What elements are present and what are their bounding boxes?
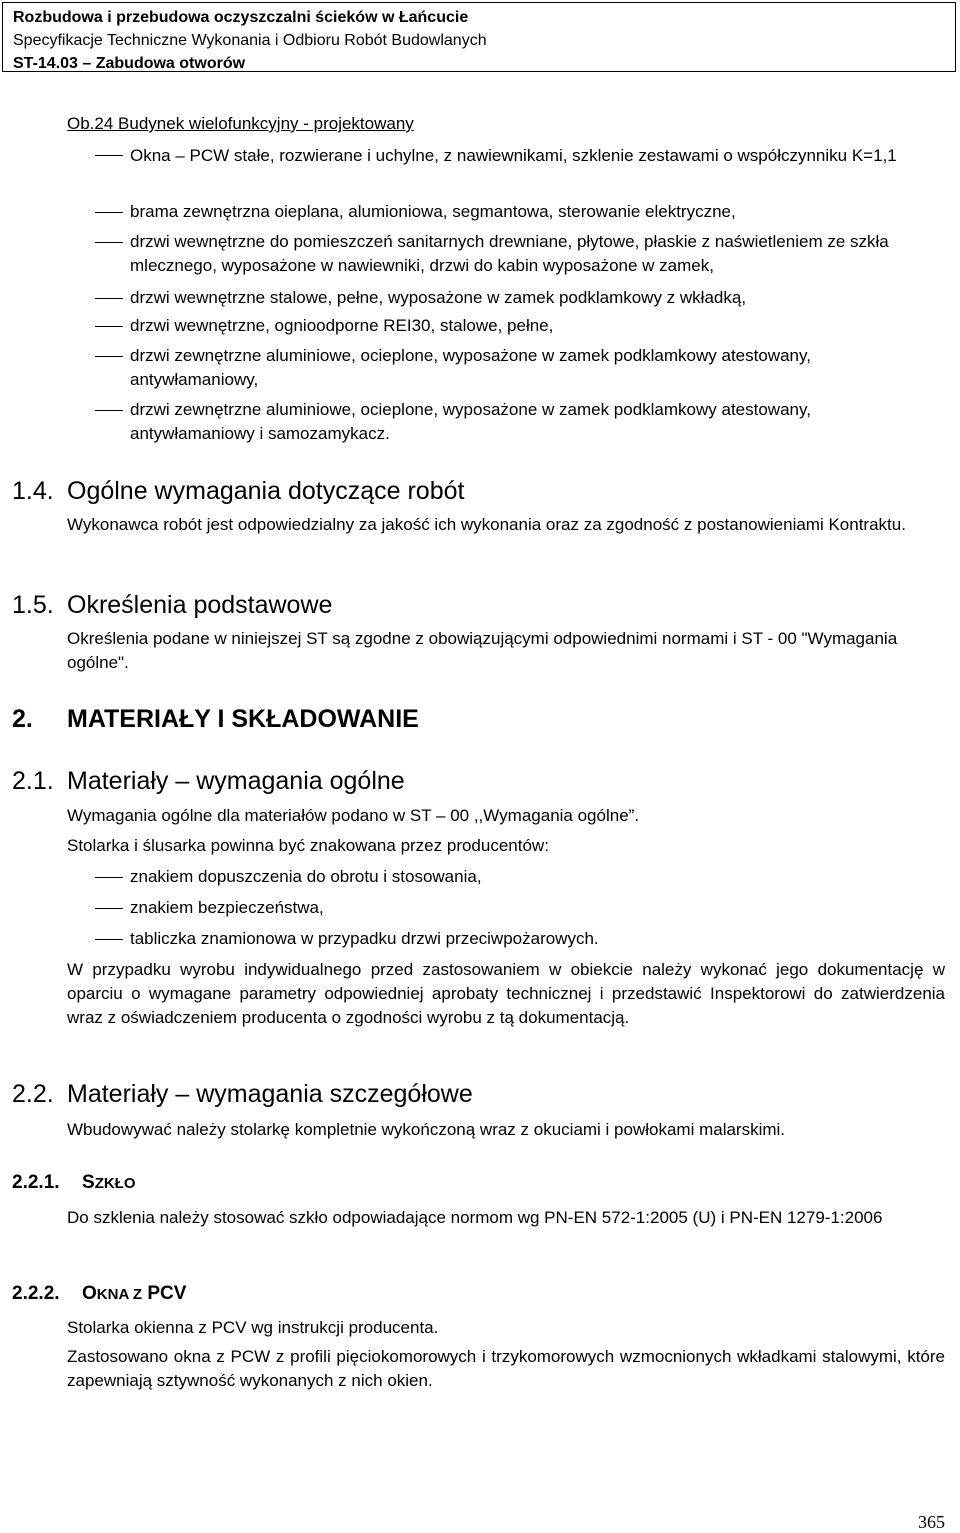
section-2-2-2-heading bbox=[12, 1282, 612, 1308]
section-number: 2.2.2. bbox=[12, 1283, 60, 1304]
section-2-2-2-text1: Stolarka okienna z PCV wg instrukcji producenta. bbox=[67, 1318, 439, 1337]
section-1-5-heading bbox=[12, 590, 912, 622]
section-2-1-text1: Wymagania ogólne dla materiałów podano w ST – 00 ,,Wymagania ogólne”. bbox=[67, 806, 640, 825]
section-1-4-text: Wykonawca robót jest odpowiedzialny za jakość ich wykonania oraz za zgodność z postanowieniami Kontraktu. bbox=[67, 515, 906, 534]
section-title: SZKŁO bbox=[82, 1172, 136, 1193]
list-dash bbox=[95, 155, 123, 156]
section-title: Materiały – wymagania ogólne bbox=[67, 767, 405, 795]
section-2-2-heading bbox=[12, 1079, 912, 1111]
building-heading bbox=[67, 112, 414, 136]
section-2-heading bbox=[12, 704, 912, 736]
spec-title: Specyfikacje Techniczne Wykonania i Odbioru Robót Budowlanych bbox=[13, 32, 487, 49]
section-2-2-1-text: Do szklenia należy stosować szkło odpowiadające normom wg PN-EN 572-1:2005 (U) i PN-EN 1279-1:2006 bbox=[67, 1208, 883, 1227]
section-title: MATERIAŁY I SKŁADOWANIE bbox=[67, 705, 419, 733]
building-prefix: Ob. bbox=[67, 114, 95, 133]
list-item: znakiem dopuszczenia do obrotu i stosowania, bbox=[130, 867, 482, 886]
section-2-2-text: Wbudowywać należy stolarkę kompletnie wykończoną wraz z okuciami i powłokami malarskimi. bbox=[67, 1120, 786, 1139]
section-1-4-heading bbox=[12, 476, 912, 508]
section-title: Ogólne wymagania dotyczące robót bbox=[67, 477, 465, 505]
list-item: drzwi wewnętrzne, ognioodporne REI30, stalowe, pełne, bbox=[130, 316, 554, 335]
project-title: Rozbudowa i przebudowa oczyszczalni ścieków w Łańcucie bbox=[13, 9, 469, 26]
list-dash bbox=[95, 326, 123, 327]
list-item: drzwi wewnętrzne stalowe, pełne, wyposażone w zamek podklamkowy z wkładką, bbox=[130, 288, 747, 307]
section-number: 1.5. bbox=[12, 591, 54, 619]
section-title: Określenia podstawowe bbox=[67, 591, 333, 619]
section-number: 2.1. bbox=[12, 767, 54, 795]
list-item: drzwi wewnętrzne do pomieszczeń sanitarnych drewniane, płytowe, płaskie z naświetleniem ze szkła mlecznego, wyposażone w nawiewniki, drzwi do kabin wyposażone w zamek, bbox=[130, 232, 889, 275]
section-2-1-heading bbox=[12, 766, 912, 798]
list-item: Okna – PCW stałe, rozwierane i uchylne, z nawiewnikami, szklenie zestawami o współczynniku K=1,1 bbox=[130, 146, 897, 165]
list-item: drzwi zewnętrzne aluminiowe, ocieplone, wyposażone w zamek podklamkowy atestowany, antywłamaniowy, bbox=[130, 346, 811, 389]
page-number: 365 bbox=[918, 1512, 945, 1532]
section-number: 2. bbox=[12, 705, 33, 733]
list-item: tabliczka znamionowa w przypadku drzwi przeciwpożarowych. bbox=[130, 929, 599, 948]
section-number: 2.2. bbox=[12, 1080, 54, 1108]
section-number: 1.4. bbox=[12, 477, 54, 505]
section-2-2-1-heading bbox=[12, 1171, 612, 1197]
section-2-2-2-text2: Zastosowano okna z PCW z profili pięciokomorowych i trzykomorowych wzmocnionych wkładkami stalowymi, które zapewniają sztywność wykonanych z nich okien. bbox=[67, 1347, 945, 1390]
list-dash bbox=[95, 939, 123, 940]
section-2-1-text2: Stolarka i ślusarka powinna być znakowana przez producentów: bbox=[67, 836, 549, 855]
list-dash bbox=[95, 298, 123, 299]
section-2-1-text3: W przypadku wyrobu indywidualnego przed zastosowaniem w obiekcie należy wykonać jego dokumentację w oparciu o wymagane parametry odpowiedniej aprobaty technicznej i przedstawić Inspektorowi do zatwierdzenia wraz z oświadczeniem producenta o zgodności wyrobu z tą dokumentacją. bbox=[67, 960, 945, 1027]
section-title: OKNA Z PCV bbox=[82, 1283, 187, 1304]
list-item: brama zewnętrzna oieplana, alumioniowa, segmantowa, sterowanie elektryczne, bbox=[130, 202, 736, 221]
list-dash bbox=[95, 877, 123, 878]
list-item: drzwi zewnętrzne aluminiowe, ocieplone, wyposażone w zamek podklamkowy atestowany, antywłamaniowy i samozamykacz. bbox=[130, 400, 811, 443]
list-dash bbox=[95, 242, 123, 243]
section-number: 2.2.1. bbox=[12, 1172, 60, 1193]
section-title: ST-14.03 – Zabudowa otworów bbox=[13, 55, 246, 72]
list-dash bbox=[95, 356, 123, 357]
document-header bbox=[2, 2, 956, 72]
building-title: 24 Budynek wielofunkcyjny - projektowany bbox=[94, 114, 414, 133]
list-item: znakiem bezpieczeństwa, bbox=[130, 898, 324, 917]
list-dash bbox=[95, 908, 123, 909]
list-dash bbox=[95, 410, 123, 411]
section-title: Materiały – wymagania szczegółowe bbox=[67, 1080, 473, 1108]
section-1-5-text: Określenia podane w niniejszej ST są zgodne z obowiązującymi odpowiednimi normami i ST - 00 "Wymagania ogólne". bbox=[67, 629, 898, 672]
list-dash bbox=[95, 212, 123, 213]
